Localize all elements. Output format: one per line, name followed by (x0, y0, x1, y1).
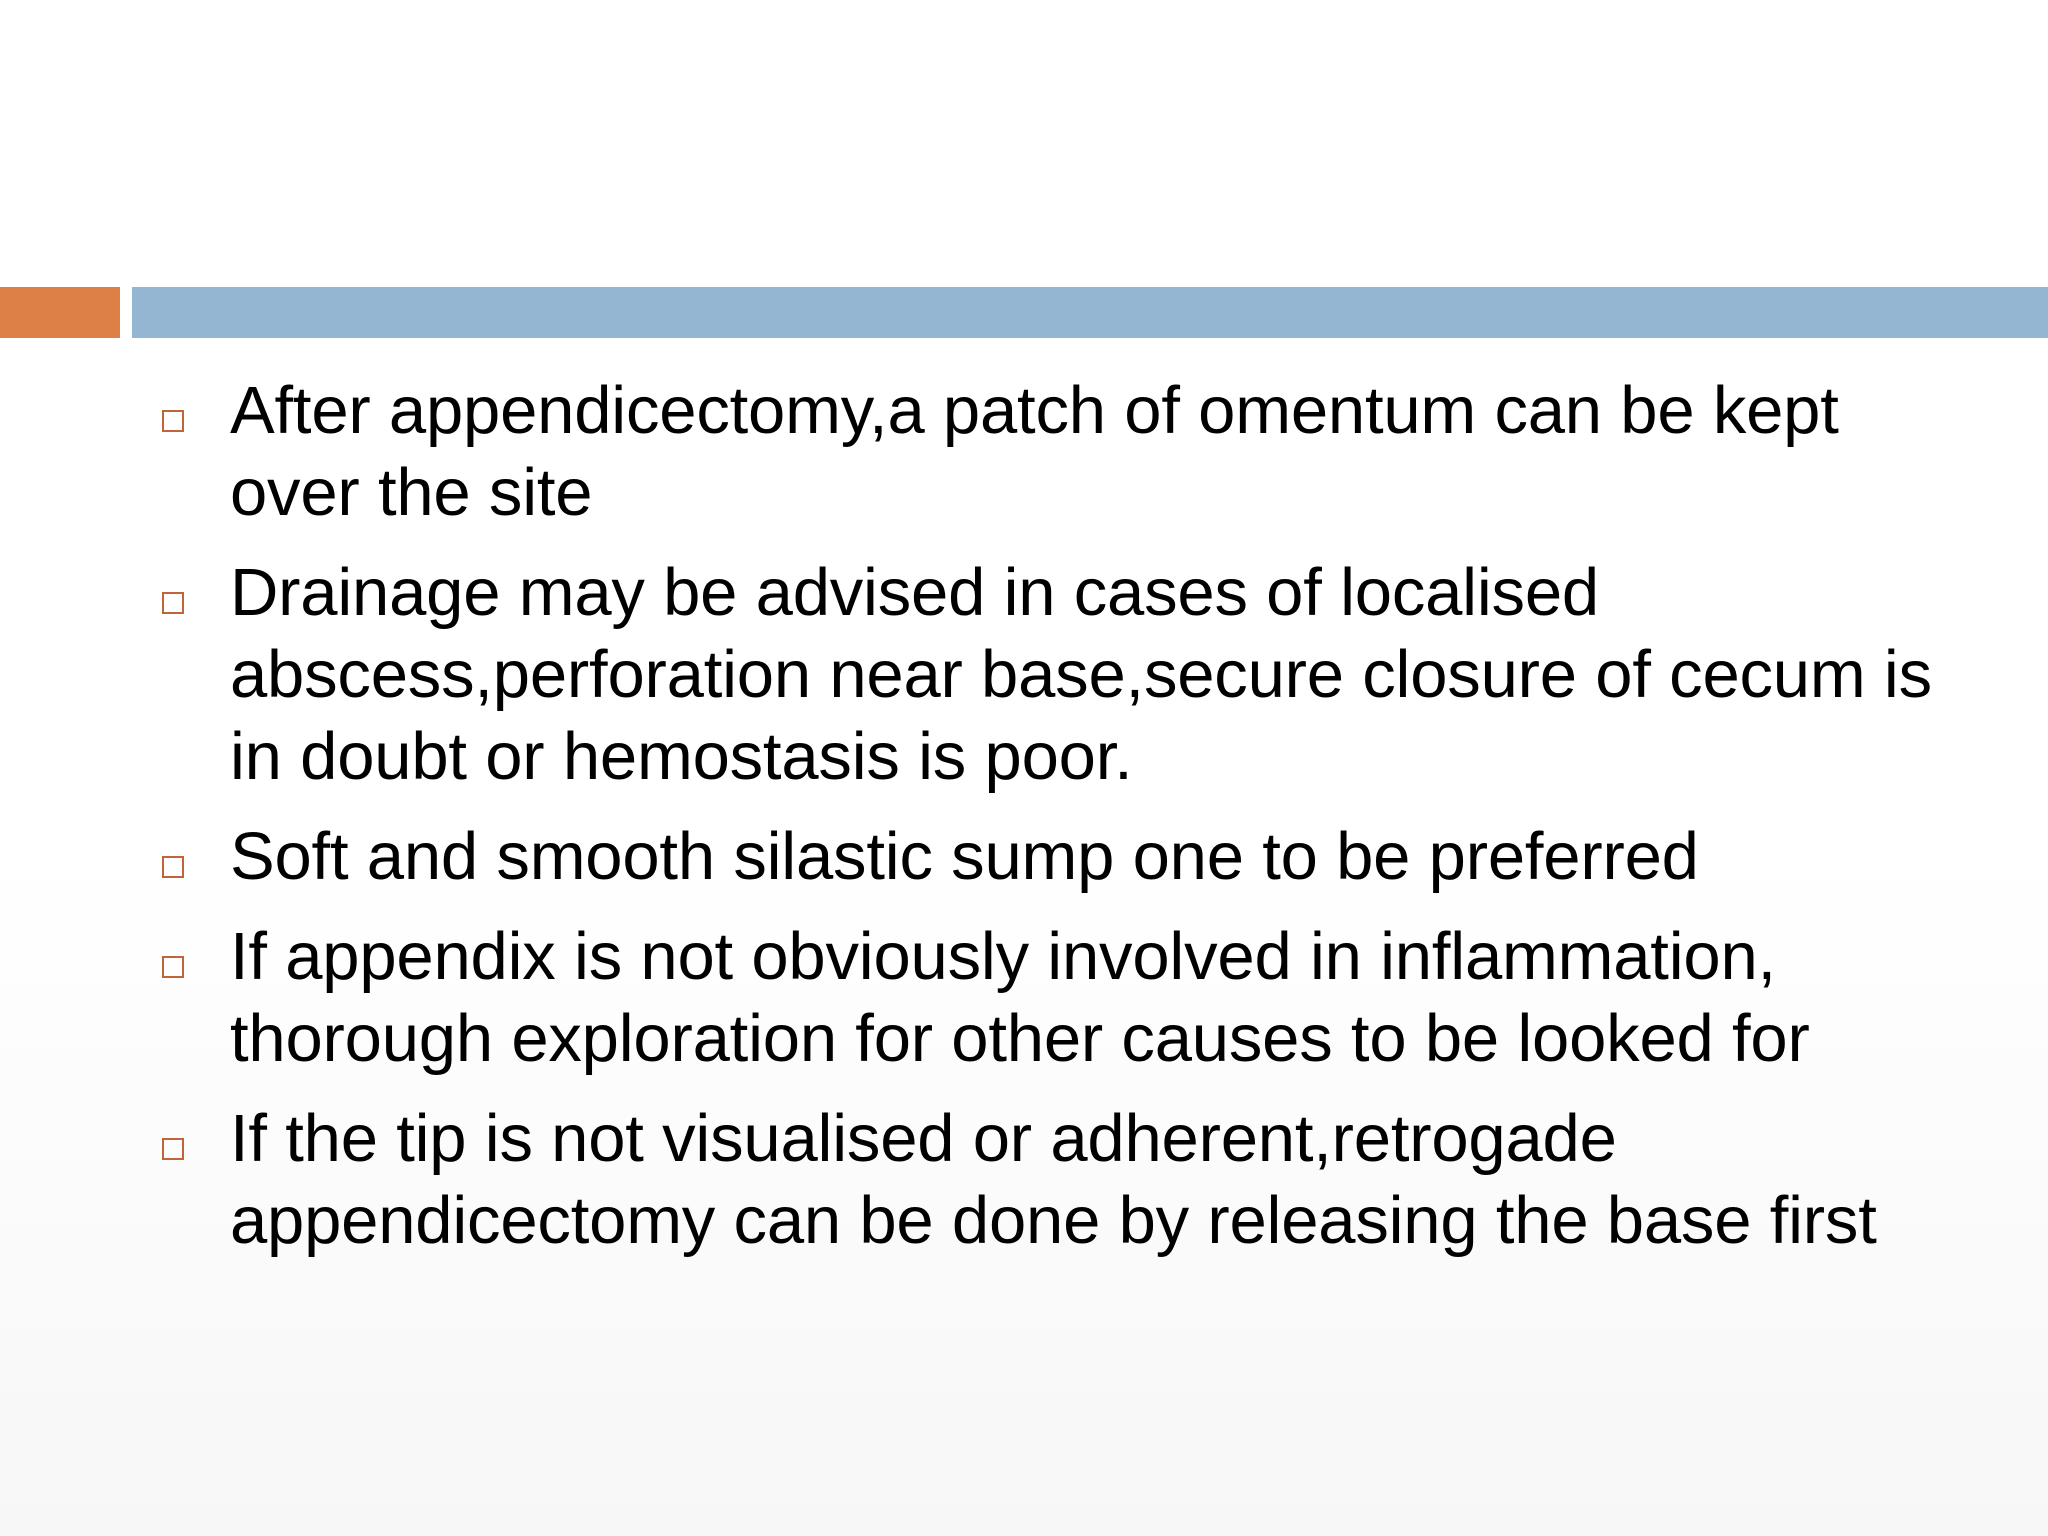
square-bullet-icon (162, 410, 184, 432)
square-bullet-icon (162, 592, 184, 614)
bullet-text: Soft and smooth silastic sump one to be preferred (230, 819, 1699, 894)
title-accent-orange-bar (0, 287, 120, 338)
bullet-text: If the tip is not visualised or adherent,retrogade appendicectomy can be done by releasing the base first (230, 1101, 1877, 1258)
bullet-item (162, 816, 1982, 898)
title-accent-blue-bar (132, 287, 2048, 338)
bullet-text: After appendicectomy,a patch of omentum can be kept over the site (230, 373, 1839, 530)
square-bullet-icon (162, 856, 184, 878)
bullet-list (162, 370, 1982, 1280)
bullet-text: If appendix is not obviously involved in inflammation, thorough exploration for other causes to be looked for (230, 919, 1810, 1076)
square-bullet-icon (162, 956, 184, 978)
bullet-item (162, 552, 1982, 798)
square-bullet-icon (162, 1138, 184, 1160)
bullet-item (162, 916, 1982, 1080)
bullet-item (162, 1098, 1982, 1262)
bullet-text: Drainage may be advised in cases of localised abscess,perforation near base,secure closure of cecum is in doubt or hemostasis is poor. (230, 555, 1932, 794)
bullet-item (162, 370, 1982, 534)
